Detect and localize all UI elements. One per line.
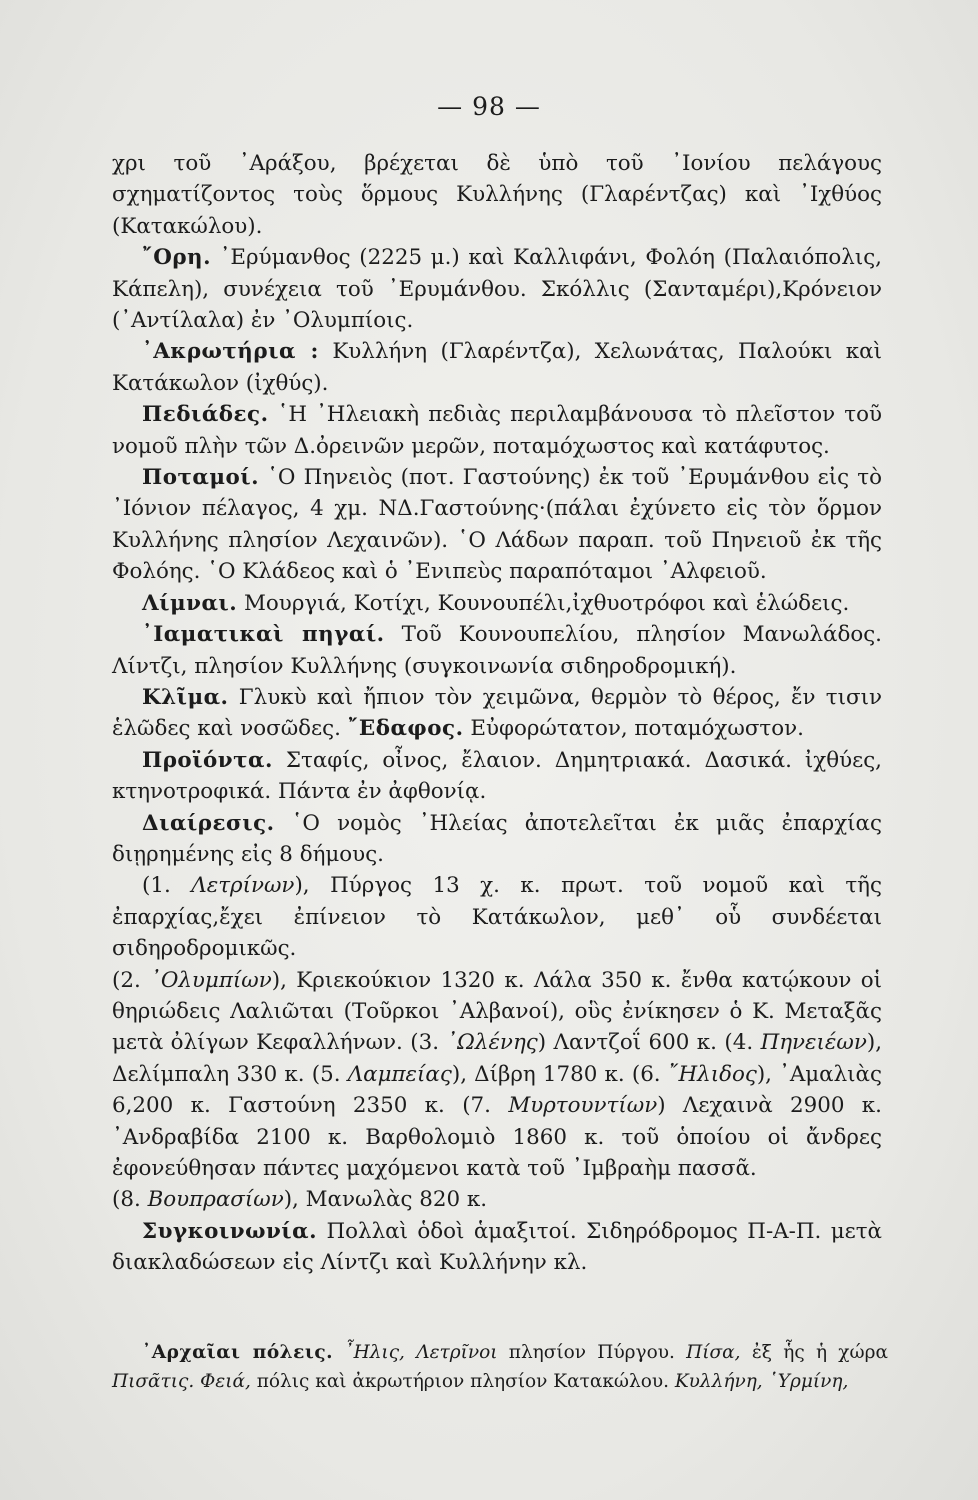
city-letrinoi-text: πλησίον Πύργου. <box>508 1342 675 1363</box>
ancient-cities-note <box>112 1338 888 1396</box>
potamoi-text: ῾Ο Πηνειὸς (ποτ. Γαστούνης) ἐκ τοῦ ᾿Ερυμάνθου εἰς τὸ ᾿Ιόνιον πέλαγος, 4 χμ. ΝΔ.Γαστούνης·(πάλαι ἐχύνετο εἰς τὸν ὅρμον Κυλλήνης πλησίον Λεχαινῶν). ῾Ο Λάδων παραπ. τοῦ Πηνειοῦ ἐκ τῆς Φολόης. ῾Ο Κλάδεος καὶ ὁ ᾿Ενιπεὺς παραπόταμοι ᾿Αλφειοῦ. <box>112 465 882 585</box>
main-text <box>112 148 882 1279</box>
paragraph-demoi-1 <box>112 870 882 964</box>
paragraph-intro <box>112 148 882 242</box>
iamatikai-text: Τοῦ Κουνουπελίου, πλησίον Μανωλάδος. Λίντζι, πλησίον Κυλλήνης (συγκοινωνία σιδηροδρομική). <box>112 622 882 679</box>
deme-2-name: ᾿Ολυμπίων <box>150 967 272 993</box>
deme-4-number: (4. <box>724 1030 754 1056</box>
city-feia-text: πόλις καὶ ἀκρωτήριον πλησίον Κατακώλου. <box>256 1371 669 1392</box>
diairesis-text: ῾Ο νομὸς ᾿Ηλείας ἀποτελεῖται ἐκ μιᾶς ἐπαρχίας διῃρημένης εἰς 8 δήμους. <box>112 810 882 867</box>
deme-8-text: ), Μανωλὰς 820 κ. <box>283 1187 488 1213</box>
ori-text: ᾿Ερύμανθος (2225 μ.) καὶ Καλλιφάνι, Φολόη (Παλαιόπολις, Κάπελη), συνέχεια τοῦ ᾿Ερυμάνθου. Σκόλλις (Σανταμέρι),Κρόνειον (᾿Αντίλαλα) ἐν ᾿Ολυμπίοις. <box>112 245 882 334</box>
paragraph-sygkoinonia <box>112 1216 882 1279</box>
deme-5-number: (5. <box>311 1061 341 1087</box>
pediades-text: ῾Η ᾿Ηλειακὴ πεδιὰς περιλαμβάνουσα τὸ πλεῖστον τοῦ νομοῦ πλὴν τῶν Δ.ὀρεινῶν μερῶν, ποταμόχωστος καὶ κατάφυτος. <box>112 402 882 459</box>
deme-3-number: (3. <box>410 1030 440 1056</box>
heading-iamatikai: ᾿Ιαματικαὶ πηγαί. <box>142 622 385 648</box>
deme-2-text: ), Κριεκούκιον 1320 κ. Λάλα 350 κ. ἔνθα κατῴκουν οἱ θηριώδεις Λαλιῶται (Τοῦρκοι ᾿Αλβανοί), οὓς ἐνίκησεν ὁ Κ. Μεταξᾶς μετὰ ὀλίγων Κεφαλλήνων. <box>112 967 882 1056</box>
paragraph-proionta <box>112 745 882 808</box>
paragraph-diairesis <box>112 808 882 871</box>
heading-sygkoinonia: Συγκοινωνία. <box>142 1218 318 1244</box>
proionta-text: Σταφίς, οἶνος, ἔλαιον. Δημητριακά. Δασικά. ἰχθύες, κτηνοτροφικά. Πάντα ἐν ἀφθονίᾳ. <box>112 747 882 805</box>
paragraph-potamoi <box>112 462 882 588</box>
paragraph-akrotiria <box>112 336 882 399</box>
edafos-text: Εὐφορώτατον, ποταμόχωστον. <box>470 716 804 742</box>
deme-7-name: Μυρτουντίων <box>508 1093 658 1119</box>
heading-akrotiria: ᾿Ακρωτήρια : <box>142 339 319 365</box>
heading-proionta: Προϊόντα. <box>142 747 273 773</box>
heading-archaiai-poleis: ᾿Αρχαῖαι πόλεις. <box>142 1342 334 1363</box>
intro-text: χρι τοῦ ᾿Αράξου, βρέχεται δὲ ὑπὸ τοῦ ᾿Ιονίου πελάγους σχηματίζοντος τοὺς ὅρμους Κυλλήνης (Γλαρέντζας) καὶ ᾿Ιχθύος (Κατακώλου). <box>112 151 882 239</box>
deme-7-number: (7. <box>462 1093 491 1119</box>
deme-5-text: ), Δίβρη 1780 κ. <box>451 1061 625 1087</box>
city-kyllini-yrmini: Κυλλήνη, ῾Υρμίνη, <box>674 1371 849 1392</box>
city-letrinoi: Λετρῖνοι <box>416 1342 498 1363</box>
heading-limnai: Λίμναι. <box>142 590 238 616</box>
deme-1-name: Λετρίνων <box>191 873 295 899</box>
deme-3-text: ) Λαντζοΐ 600 κ. <box>537 1030 717 1056</box>
deme-4-text: ), Δελίμπαλη 330 κ. <box>112 1030 882 1087</box>
paragraph-klima <box>112 682 882 745</box>
limnai-text: Μουργιά, Κοτίχι, Κουνουπέλι,ἰχθυοτρόφοι καὶ ἑλώδεις. <box>244 590 850 616</box>
heading-edafos: ῎Εδαφος. <box>347 716 464 742</box>
sygkoinonia-text: Πολλαὶ ὁδοὶ ἁμαξιτοί. Σιδηρόδρομος Π-Α-Π. μετὰ διακλαδώσεων εἰς Λίντζι καὶ Κυλλήνην κλ. <box>112 1218 882 1276</box>
heading-klima: Κλῖμα. <box>142 684 229 710</box>
deme-3-name: ᾿Ωλένης <box>446 1030 538 1056</box>
heading-pediades: Πεδιάδες. <box>142 402 269 428</box>
paragraph-limnai <box>112 588 882 619</box>
paragraph-demoi-8 <box>112 1184 882 1215</box>
deme-8-name: Βουπρασίων <box>147 1187 284 1213</box>
deme-4-name: Πηνειέων <box>760 1030 867 1056</box>
city-pisa: Πίσα, <box>686 1342 741 1363</box>
deme-7-text: ) Λεχαινὰ 2900 κ. ᾿Ανδραβίδα 2100 κ. Βαρθολομιὸ 1860 κ. τοῦ ὁποίου οἱ ἄνδρες ἐφονεύθησαν πάντες μαχόμενοι κατὰ τοῦ ᾿Ιμβραὴμ πασσᾶ. <box>112 1093 882 1181</box>
deme-1-number: (1. <box>142 873 171 899</box>
paragraph-pediades <box>112 399 882 462</box>
heading-potamoi: Ποταμοί. <box>142 465 260 491</box>
deme-6-text: ), ᾿Αμαλιὰς 6,200 κ. Γαστούνη 2350 κ. <box>112 1061 882 1119</box>
city-feia: Πισᾶτις. Φειά, <box>112 1371 251 1392</box>
klima-text: Γλυκὺ καὶ ἤπιον τὸν χειμῶνα, θερμὸν τὸ θέρος, ἔν τισιν ἑλῶδες καὶ νοσῶδες. <box>112 684 882 742</box>
city-pisa-text: ἐξ ἧς ἡ χώρα <box>751 1342 888 1363</box>
paragraph-iamatikai <box>112 619 882 682</box>
paragraph-demoi-2 <box>112 965 882 1185</box>
paragraph-archaiai-poleis <box>112 1338 888 1396</box>
page-number: — 98 — <box>437 92 541 121</box>
deme-6-number: (6. <box>631 1061 661 1087</box>
akrotiria-text: Κυλλήνη (Γλαρέντζα), Χελωνάτας, Παλούκι καὶ Κατάκωλον (ἰχθύς). <box>112 339 882 396</box>
heading-ori: ῎Ορη. <box>142 245 212 271</box>
deme-2-number: (2. <box>112 967 141 993</box>
deme-1-text: ), Πύργος 13 χ. κ. πρωτ. τοῦ νομοῦ καὶ τῆς ἐπαρχίας,ἔχει ἐπίνειον τὸ Κατάκωλον, μεθ᾿ οὗ συνδέεται σιδηροδρομικῶς. <box>112 873 882 962</box>
city-ilis: ῏Ηλις, <box>344 1342 405 1363</box>
deme-5-name: Λαμπείας <box>347 1061 452 1087</box>
paragraph-ori <box>112 242 882 336</box>
deme-6-name: ῎Ηλιδος <box>667 1061 757 1087</box>
heading-diairesis: Διαίρεσις. <box>142 810 275 836</box>
deme-8-number: (8. <box>112 1187 141 1213</box>
